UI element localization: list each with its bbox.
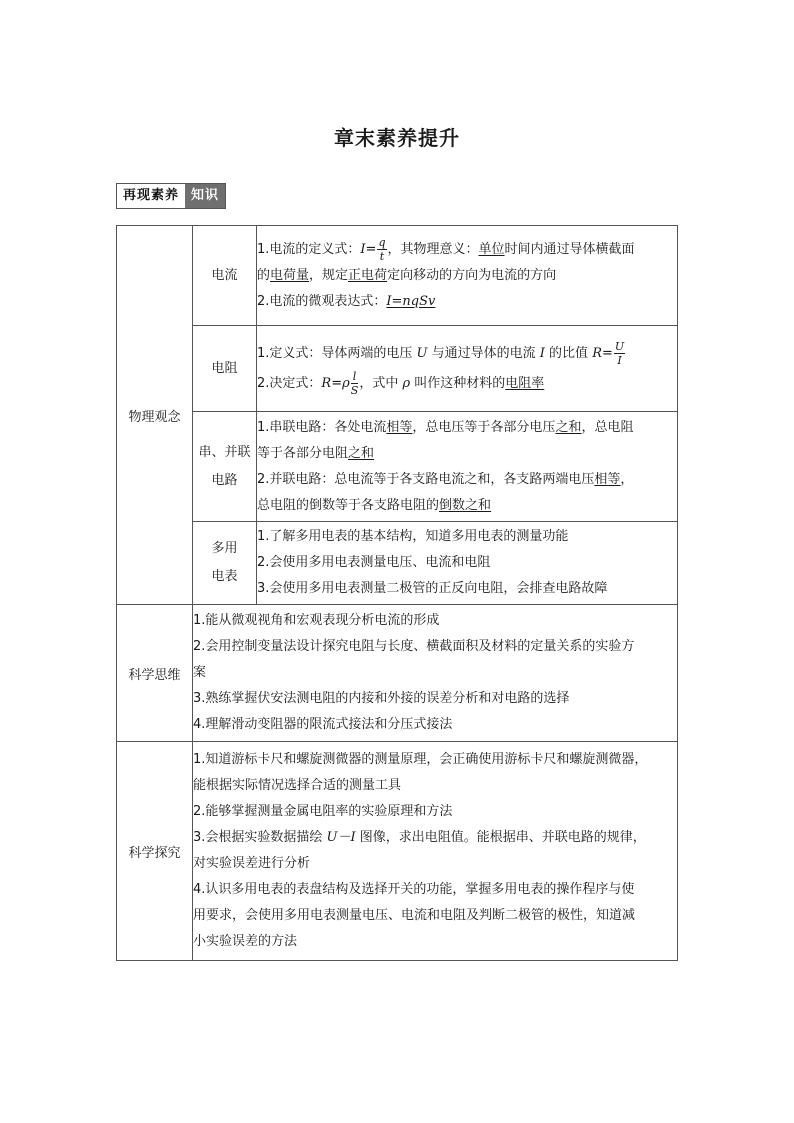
fraction: $\frac{U}{I}$	[614, 339, 625, 367]
list-item: 2.会用控制变量法设计探究电阻与长度、横截面积及材料的定量关系的实验方	[193, 639, 635, 654]
page-title: 章末素养提升	[334, 126, 460, 150]
circuits-line-1: 1.串联电路：各处电流相等，总电压等于各部分电压之和，总电阻	[257, 419, 634, 435]
list-item: 1.知道游标卡尺和螺旋测微器的测量原理，会正确使用游标卡尺和螺旋测微器，	[193, 752, 648, 767]
list-item: 4.理解滑动变阻器的限流式接法和分压式接法	[193, 717, 453, 732]
section-tag-left: 再现素养	[117, 184, 185, 208]
content-circuits	[257, 412, 678, 522]
resistance-line-2: 2.决定式：R=ρ $\frac{l}{S}$ ，式中 ρ 叫作这种材料的电阻率	[257, 369, 545, 397]
list-item: 1.了解多用电表的基本结构，知道多用电表的测量功能	[257, 529, 569, 544]
list-item: 3.会根据实验数据描绘 U－I 图像，求出电阻值。能根据串、并联电路的规律，	[193, 830, 646, 845]
subcategory-current: 电流	[193, 226, 257, 326]
content-current	[257, 226, 678, 326]
list-item: 小实验误差的方法	[193, 934, 298, 949]
table-row	[117, 226, 678, 326]
current-line-1: 1.电流的定义式：I= $\frac{q}{t}$ ，其物理意义：单位时间内通过导体横截面	[257, 235, 635, 263]
subcategory-multimeter: 多用 电表	[193, 522, 257, 605]
subcategory-circuits: 串、并联 电路	[193, 412, 257, 522]
category-scientific-inquiry: 科学探究	[117, 742, 193, 961]
knowledge-table	[116, 225, 678, 961]
content-multimeter	[257, 522, 678, 605]
current-line-2: 的电荷量，规定正电荷定向移动的方向为电流的方向	[257, 267, 557, 283]
content-scientific-thinking	[193, 605, 678, 742]
circuits-line-4: 总电阻的倒数等于各支路电阻的倒数之和	[257, 497, 492, 513]
section-tag	[116, 183, 226, 209]
table-row	[117, 412, 678, 522]
list-item: 对实验误差进行分析	[193, 856, 311, 871]
list-item: 案	[193, 665, 207, 680]
circuits-line-2: 等于各部分电阻之和	[257, 445, 375, 461]
list-item: 3.熟练掌握伏安法测电阻的内接和外接的误差分析和对电路的选择	[193, 691, 570, 706]
table-row	[117, 522, 678, 605]
list-item: 4.认识多用电表的表盘结构及选择开关的功能，掌握多用电表的操作程序与使	[193, 882, 635, 897]
category-physics-concept: 物理观念	[117, 226, 193, 605]
content-scientific-inquiry	[193, 742, 678, 961]
table-row	[117, 605, 678, 742]
table-row	[117, 742, 678, 961]
list-item: 用要求，会使用多用电表测量电压、电流和电阻及判断二极管的极性，知道减	[193, 908, 636, 923]
fraction: $\frac{q}{t}$	[378, 235, 386, 263]
category-scientific-thinking: 科学思维	[117, 605, 193, 742]
list-item: 1.能从微观视角和宏观表现分析电流的形成	[193, 613, 440, 628]
resistance-line-1: 1.定义式：导体两端的电压 U 与通过导体的电流 I 的比值 R= $\frac{U}{I}$	[257, 339, 625, 367]
circuits-line-3: 2.并联电路：总电流等于各支路电流之和，各支路两端电压相等，	[257, 471, 634, 487]
table-row	[117, 326, 678, 412]
content-resistance	[257, 326, 678, 412]
list-item: 2.能够掌握测量金属电阻率的实验原理和方法	[193, 804, 453, 819]
current-line-3: 2.电流的微观表达式：I=nqSv	[257, 293, 436, 309]
list-item: 2.会使用多用电表测量电压、电流和电阻	[257, 555, 491, 570]
fraction: $\frac{l}{S}$	[350, 369, 359, 397]
subcategory-resistance: 电阻	[193, 326, 257, 412]
list-item: 3.会使用多用电表测量二极管的正反向电阻，会排查电路故障	[257, 581, 608, 596]
list-item: 能根据实际情况选择合适的测量工具	[193, 778, 402, 793]
section-tag-right: 知识	[185, 184, 225, 208]
